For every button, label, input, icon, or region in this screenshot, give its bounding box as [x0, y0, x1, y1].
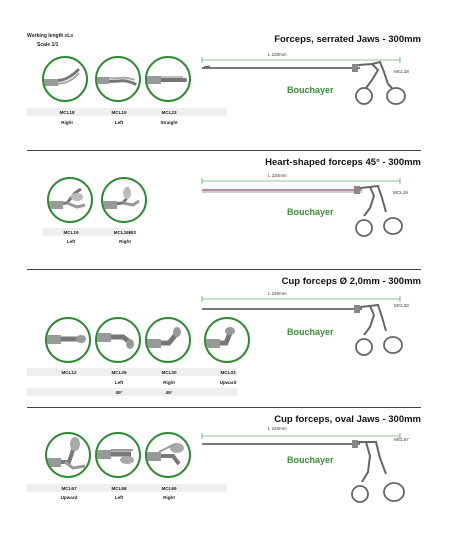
tip-image-mcl19 — [47, 177, 93, 223]
tip-code: MCL68 — [111, 486, 127, 491]
tip-desc: Upward — [219, 380, 237, 385]
scale-note: Scale 1/1 — [37, 42, 59, 48]
main-code: MCL19 — [393, 190, 408, 195]
tip-desc: Right — [163, 495, 175, 500]
tip-image-mcl69 — [145, 432, 191, 478]
tip-code: MCL23 — [161, 110, 177, 115]
tip-desc: Right — [61, 120, 73, 125]
tip-desc: Left — [114, 380, 124, 385]
tip-code: MCL69 — [161, 486, 177, 491]
tip-desc: Left — [114, 120, 124, 125]
section-divider — [27, 407, 421, 408]
brand-label: Bouchayer — [287, 455, 334, 465]
tip-image-mcl23 — [145, 56, 191, 102]
tip-image-mcl18 — [42, 56, 88, 102]
tip-code: MCL33 — [220, 370, 236, 375]
length-label: L 220mm — [268, 291, 287, 296]
tip-code: MCL29 — [111, 370, 127, 375]
brand-label: Bouchayer — [287, 85, 334, 95]
section-title-serrated: Forceps, serrated Jaws - 300mm — [274, 34, 421, 45]
tip-image-mcl15 — [95, 56, 141, 102]
tip-code: MCL67 — [61, 486, 77, 491]
tip-image-mcl30 — [145, 317, 191, 363]
length-label: L 220mm — [268, 173, 287, 178]
tip-desc: Right — [163, 380, 175, 385]
instrument-drawing-cup — [200, 291, 430, 361]
tip-code: MCL12 — [61, 370, 77, 375]
tip-desc: Right — [119, 239, 131, 244]
working-length-note: Working length ≤L≥ — [27, 33, 74, 39]
tip-code: MCL15 — [111, 110, 127, 115]
section-title-oval: Cup forceps, oval Jaws - 300mm — [274, 414, 421, 425]
tip-code: MCL30 — [161, 370, 177, 375]
section-title-heart: Heart-shaped forceps 45° - 300mm — [265, 157, 421, 168]
tip-desc: Straight — [160, 120, 178, 125]
tip-angle: 45° — [165, 390, 173, 395]
tip-image-mcl67 — [45, 432, 91, 478]
main-code: MCL67 — [394, 437, 409, 442]
tip-desc: Upward — [60, 495, 78, 500]
instrument-drawing-serrated — [200, 50, 430, 110]
section-divider — [27, 150, 421, 151]
section-title-cup: Cup forceps Ø 2,0mm - 300mm — [281, 276, 421, 287]
main-code: MCL18 — [394, 69, 409, 74]
instrument-drawing-oval — [200, 430, 430, 510]
main-code: MCL33 — [394, 303, 409, 308]
tip-image-mcl19bis — [101, 177, 147, 223]
tip-image-mcl29 — [95, 317, 141, 363]
length-label: L 220mm — [268, 52, 287, 57]
tip-desc: Left — [114, 495, 124, 500]
tip-code: MCL19 — [63, 230, 79, 235]
tip-code: MCL18 — [59, 110, 75, 115]
section-divider — [27, 269, 421, 270]
brand-label: Bouchayer — [287, 207, 334, 217]
tip-image-mcl12 — [45, 317, 91, 363]
tip-desc: Left — [66, 239, 76, 244]
tip-angle: 45° — [115, 390, 123, 395]
tip-image-mcl68 — [95, 432, 141, 478]
length-label: L 220mm — [268, 426, 287, 431]
brand-label: Bouchayer — [287, 327, 334, 337]
tip-code: MCL19BIS — [113, 230, 137, 235]
